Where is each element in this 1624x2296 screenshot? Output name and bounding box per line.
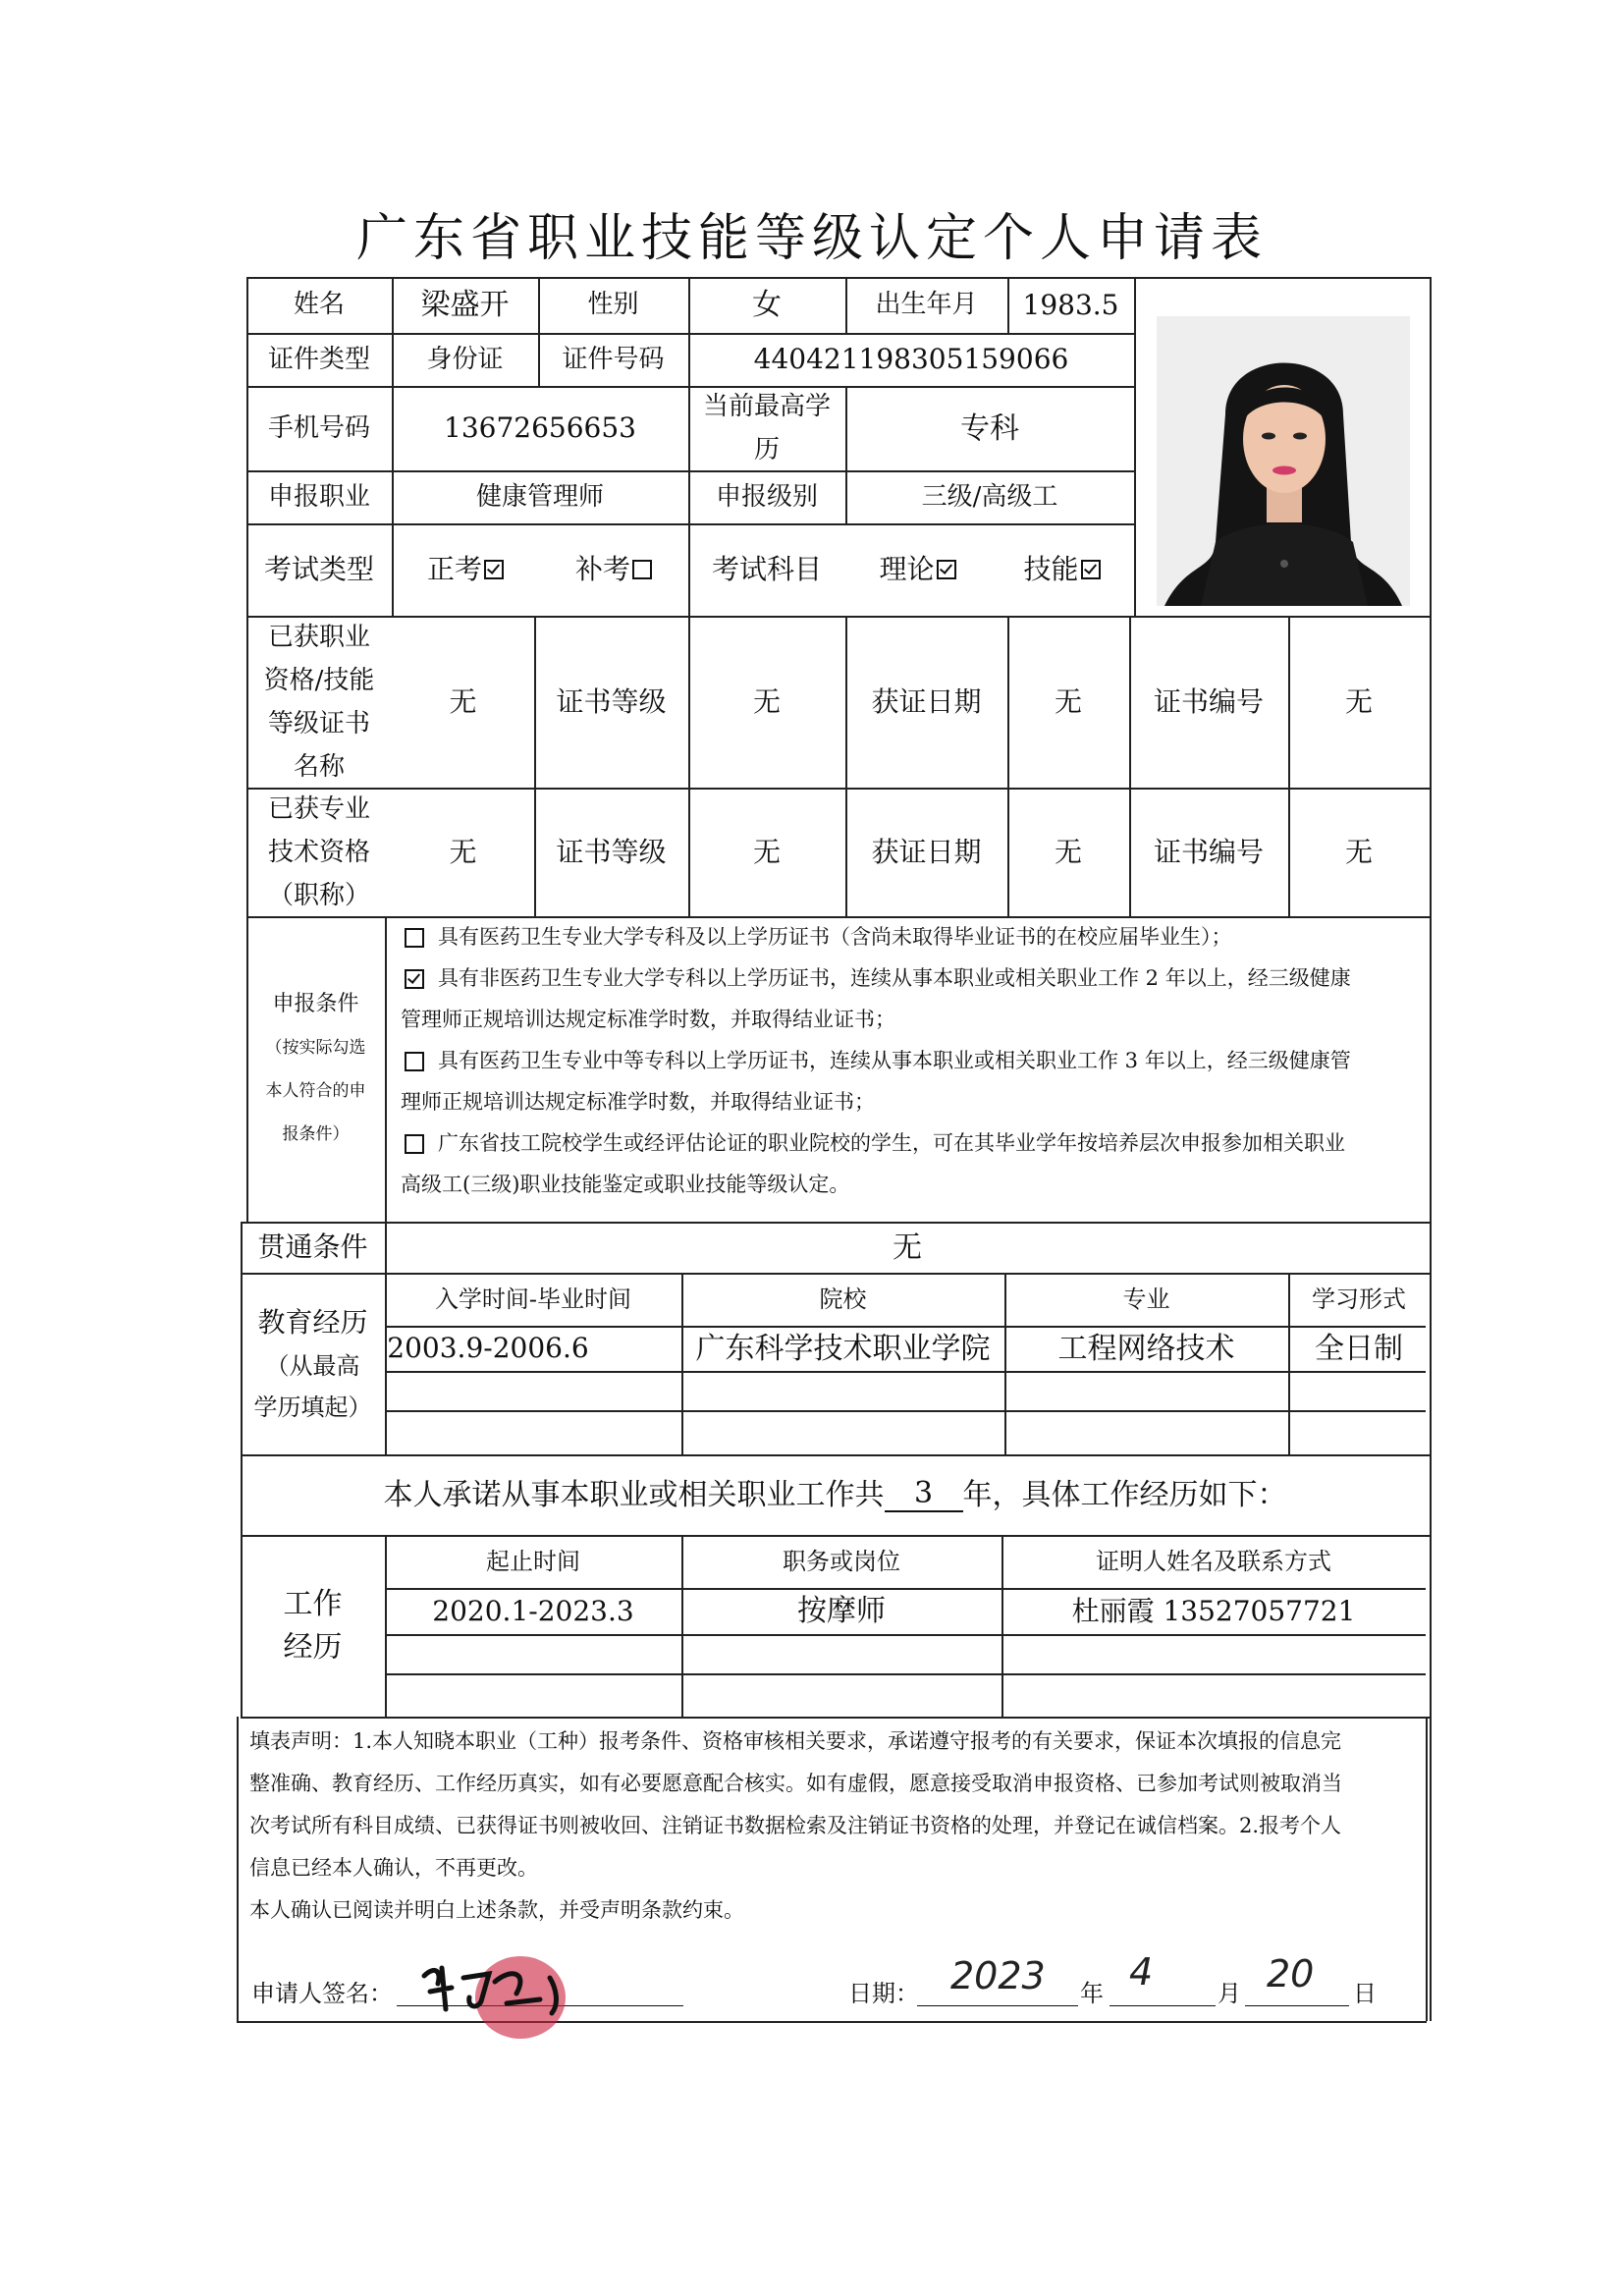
edu-header-period: 入学时间-毕业时间 [434,1285,632,1313]
exam-regular-option[interactable] [392,523,539,616]
condition-item-1[interactable] [401,916,1422,957]
education-level-label [688,386,845,470]
signature-handwriting-icon [412,1948,579,2047]
date-day-line[interactable] [1245,2005,1349,2006]
id-no-label: 证件号码 [562,344,665,374]
work-promise [241,1454,1430,1535]
cert-title-no-value[interactable]: 无 [1344,835,1373,868]
work-history-label-line2: 经历 [283,1629,343,1665]
work-history-label-line1: 工作 [283,1586,343,1621]
declaration-line-3: 次考试所有科目成绩、已获得证书则被收回、注销证书数据检索及注销证书资格的处理，并登记在诚信档案。2.报考个人 [249,1814,1342,1837]
condition-4-checkbox[interactable] [405,1134,424,1154]
cert-qual-label [246,616,392,788]
work-header-position: 职务或岗位 [783,1548,900,1575]
condition-1-line1: 具有医药卫生专业大学专科及以上学历证书（含尚未取得毕业证书的在校应届毕业生）； [438,925,1232,949]
work-promise-suffix: 年，具体工作经历如下： [962,1477,1287,1512]
edu-row1-period[interactable]: 2003.9-2006.6 [387,1332,589,1364]
edu-row1-school[interactable]: 广东科学技术职业学院 [695,1331,991,1366]
condition-item-2[interactable] [401,957,1422,1040]
level-value[interactable]: 三级/高级工 [921,481,1058,512]
cert-title-date-value[interactable]: 无 [1054,835,1082,868]
cert-title-label-line1: 已获专业 [267,793,370,824]
edu-header-school: 院校 [819,1285,867,1313]
edu-row1-mode[interactable]: 全日制 [1315,1331,1403,1366]
exam-skill-option[interactable] [990,523,1134,616]
exam-skill-label: 技能 [1023,553,1079,585]
condition-3-line1: 具有医药卫生专业中等专科以上学历证书，连续从事本职业或相关职业工作 3 年以上，经三级健康管 [438,1049,1351,1072]
work-row3[interactable] [385,1673,1426,1717]
date-day-value[interactable]: 20 [1267,1952,1315,1995]
conditions-label-title: 申报条件 [272,991,359,1016]
declaration-line-5: 本人确认已阅读并明白上述条款，并受声明条款约束。 [249,1898,744,1922]
work-header-referee: 证明人姓名及联系方式 [1096,1548,1331,1575]
edu-row2[interactable] [385,1371,1430,1410]
edu-header-major: 专业 [1122,1285,1170,1313]
cert-qual-no-label: 证书编号 [1153,684,1264,718]
exam-theory-option[interactable] [845,523,990,616]
birth-label: 出生年月 [875,290,978,319]
cert-qual-grade-value[interactable]: 无 [752,684,781,718]
edu-history-note-line2: 学历填起） [253,1393,372,1421]
date-month-value[interactable]: 4 [1129,1950,1154,1994]
edu-row3[interactable] [385,1410,1430,1454]
cert-qual-no-value[interactable]: 无 [1344,684,1373,718]
condition-item-4[interactable] [401,1122,1422,1205]
education-level-value[interactable]: 专科 [960,410,1019,446]
through-value[interactable]: 无 [893,1230,922,1265]
through-label: 贯通条件 [257,1230,368,1263]
cert-title-label [246,788,392,916]
birth-value[interactable]: 1983.5 [1022,288,1119,321]
name-value[interactable]: 梁盛开 [420,288,510,322]
education-level-label-line2: 历 [753,435,780,465]
cert-qual-name-value[interactable]: 无 [449,684,477,718]
work-row2[interactable] [385,1634,1426,1673]
phone-label: 手机号码 [267,412,370,443]
id-type-value[interactable]: 身份证 [426,344,504,374]
date-month-line[interactable] [1110,2005,1216,2006]
cert-title-label-line3: （职称） [267,880,370,910]
condition-1-checkbox[interactable] [405,928,424,948]
month-label: 月 [1218,1980,1241,2007]
conditions-label [246,916,385,1222]
condition-2-line2: 管理师正规培训达规定标准学时数，并取得结业证书； [401,1008,895,1031]
work-header-period: 起止时间 [486,1548,580,1575]
cert-qual-date-value[interactable]: 无 [1054,684,1082,718]
declaration-line-2: 整准确、教育经历、工作经历真实，如有必要愿意配合核实。如有虚假，愿意接受取消申报资格、已参加考试则被取消当 [249,1772,1342,1795]
form-title: 广东省职业技能等级认定个人申请表 [355,209,1268,268]
work-promise-years[interactable]: 3 [885,1477,963,1512]
name-label: 姓名 [293,290,345,319]
condition-2-line1: 具有非医药卫生专业大学专科以上学历证书，连续从事本职业或相关职业工作 2 年以上，经三级健康 [438,966,1351,990]
cert-qual-date-label: 获证日期 [871,684,982,718]
cert-title-date-label: 获证日期 [871,835,982,868]
work-promise-prefix: 本人承诺从事本职业或相关职业工作共 [383,1477,885,1512]
cert-qual-label-line2: 资格/技能 [263,665,375,695]
exam-theory-label: 理论 [879,553,935,585]
edu-row1-major[interactable]: 工程网络技术 [1057,1331,1235,1366]
education-level-label-line1: 当前最高学 [702,392,831,421]
exam-makeup-label: 补考 [574,553,630,585]
date-year-value[interactable]: 2023 [950,1954,1046,1997]
date-label: 日期： [848,1980,919,2007]
exam-regular-checkbox[interactable] [484,560,504,579]
conditions-note-line2: 本人符合的申 [265,1080,366,1101]
declaration-line-1: 填表声明：1.本人知晓本职业（工种）报考条件、资格审核相关要求，承诺遵守报考的有关要求，保证本次填报的信息完 [249,1729,1342,1753]
phone-value[interactable]: 13672656653 [444,411,636,444]
exam-makeup-option[interactable] [539,523,688,616]
cert-title-no-label: 证书编号 [1153,835,1264,868]
level-label: 申报级别 [715,481,818,512]
cert-qual-grade-label: 证书等级 [556,684,667,718]
signature-label: 申请人签名： [251,1980,393,2007]
work-history-label [241,1535,385,1717]
condition-item-3[interactable] [401,1040,1422,1122]
cert-title-label-line2: 技术资格 [267,837,370,867]
exam-regular-label: 正考 [426,553,482,585]
conditions-note-line3: 报条件） [282,1123,350,1144]
condition-3-checkbox[interactable] [405,1052,424,1071]
work-row1-position[interactable]: 按摩师 [797,1594,886,1628]
condition-4-line1: 广东省技工院校学生或经评估论证的职业院校的学生，可在其毕业学年按培养层次申报参加相关职业 [438,1131,1345,1155]
exam-type-label: 考试类型 [263,553,374,585]
exam-makeup-checkbox[interactable] [632,560,652,579]
conditions-list [401,916,1422,1205]
work-row1-referee[interactable]: 杜丽霞 13527057721 [1071,1594,1356,1627]
exam-theory-checkbox[interactable] [937,560,956,579]
photo-portrait [1157,316,1410,606]
cert-qual-label-line1: 已获职业 [267,622,370,652]
gender-value[interactable]: 女 [752,288,782,322]
work-row1-period[interactable]: 2020.1-2023.3 [432,1594,634,1627]
exam-subject-label: 考试科目 [711,553,822,585]
id-no-value[interactable]: 440421198305159066 [753,343,1069,375]
year-label: 年 [1080,1980,1104,2007]
occupation-value[interactable]: 健康管理师 [475,481,604,512]
condition-2-checkbox[interactable] [405,969,424,989]
cert-qual-label-line3: 等级证书 [267,708,370,738]
declaration-line-4: 信息已经本人确认，不再更改。 [249,1856,538,1880]
conditions-note-line1: （按实际勾选 [265,1037,366,1058]
condition-4-line2: 高级工(三级)职业技能鉴定或职业技能等级认定。 [401,1173,850,1196]
edu-header-mode: 学习形式 [1312,1285,1406,1313]
day-label: 日 [1353,1980,1377,2007]
exam-skill-checkbox[interactable] [1081,560,1101,579]
occupation-label: 申报职业 [267,481,370,512]
cert-qual-label-line4: 名称 [293,751,345,782]
declaration [249,1721,1423,1932]
edu-history-title: 教育经历 [257,1305,368,1339]
applicant-photo [1157,316,1410,606]
condition-3-line2: 理师正规培训达规定标准学时数，并取得结业证书； [401,1090,875,1114]
date-year-line[interactable] [917,2005,1078,2006]
cert-title-grade-label: 证书等级 [556,835,667,868]
cert-title-name-value[interactable]: 无 [449,835,477,868]
cert-title-grade-value[interactable]: 无 [752,835,781,868]
id-type-label: 证件类型 [267,344,370,374]
gender-label: 性别 [587,290,639,319]
edu-history-label [241,1273,385,1454]
edu-history-note-line1: （从最高 [265,1351,360,1380]
